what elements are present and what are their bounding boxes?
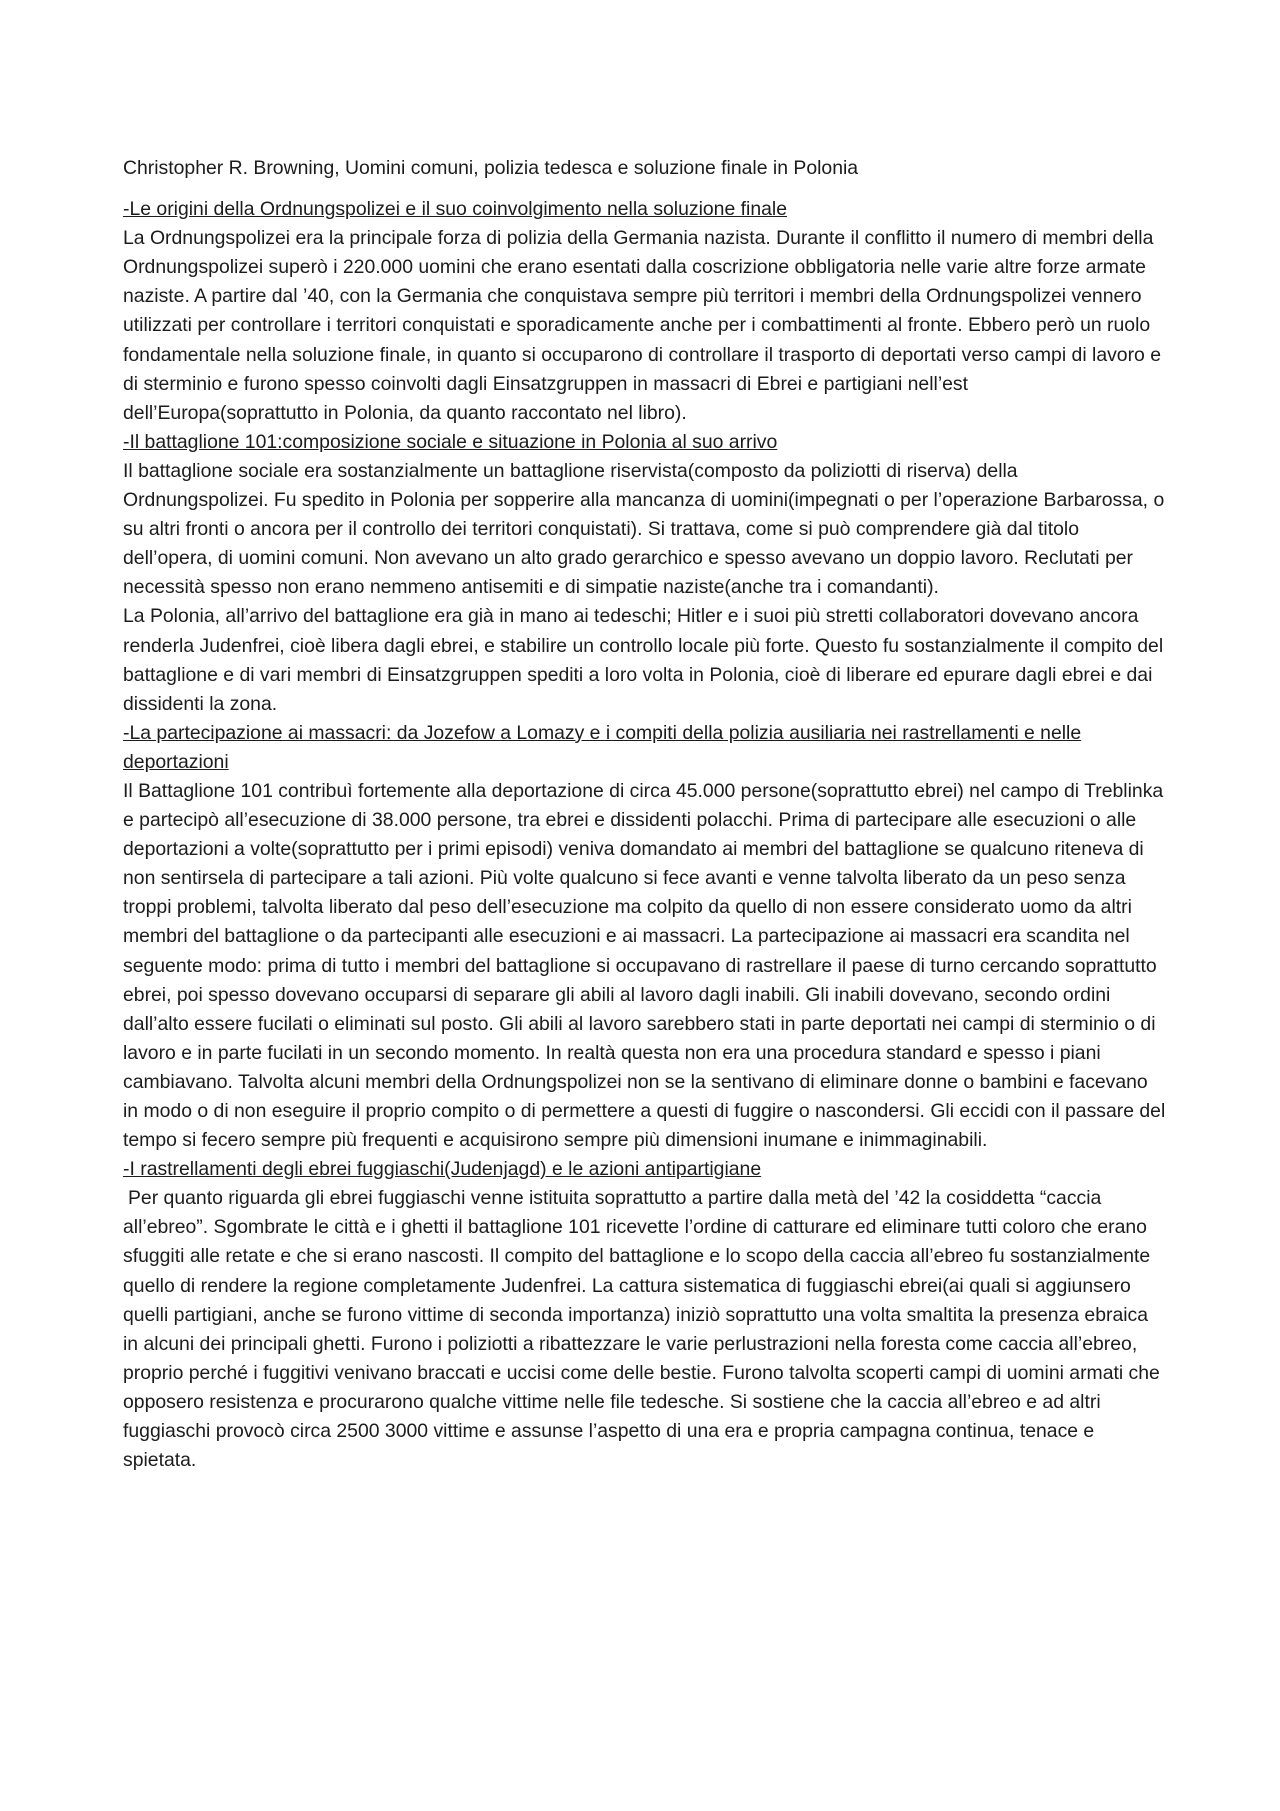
document-page bbox=[123, 154, 1168, 1475]
section-origins bbox=[123, 195, 1168, 428]
section-heading: -La partecipazione ai massacri: da Jozefow a Lomazy e i compiti della polizia ausiliaria nei rastrellamenti e nelle deportazioni bbox=[123, 721, 1082, 773]
paragraph: La Ordnungspolizei era la principale forza di polizia della Germania nazista. Durante il conflitto il numero di membri della Ordnungspolizei superò i 220.000 uomini che erano esentati dalla coscrizione obbligatoria nelle varie altre forze armate naziste. A partire dal ’40, con la Germania che conquistava sempre più territori i membri della Ordnungspolizei vennero utilizzati per controllare i territori conquistati e sporadicamente anche per i combattimenti al fronte. Ebbero però un ruolo fondamentale nella soluzione finale, in quanto si occuparono di controllare il trasporto di deportati verso campi di lavoro e di sterminio e furono spesso coinvolti dagli Einsatzgruppen in massacri di Ebrei e partigiani nell’est dell’Europa(soprattutto in Polonia, da quanto raccontato nel libro). bbox=[123, 227, 1162, 424]
paragraph: Per quanto riguarda gli ebrei fuggiaschi venne istituita soprattutto a partire dalla metà del ’42 la cosiddetta “caccia all’ebreo”. Sgombrate le città e i ghetti il battaglione 101 ricevette l’ordine di catturare ed eliminare tutti coloro che erano sfuggiti alle retate e che si erano nascosti. Il compito del battaglione e lo scopo della caccia all’ebreo fu sostanzialmente quello di rendere la regione completamente Judenfrei. La cattura sistematica di fuggiaschi ebrei(ai quali si aggiunsero quelli partigiani, anche se furono vittime di seconda importanza) iniziò soprattutto una volta smaltita la presenza ebraica in alcuni dei principali ghetti. Furono i poliziotti a ribattezzare le varie perlustrazioni nella foresta come caccia all’ebreo, proprio perché i fuggitivi venivano braccati e uccisi come delle bestie. Furono talvolta scoperti campi di uomini armati che opposero resistenza e procurarono qualche vittime nelle file tedesche. Si sostiene che la caccia all’ebreo e ad altri fuggiaschi provocò circa 2500 3000 vittime e assunse l’aspetto di una era e propria campagna continua, tenace e spietata. bbox=[123, 1187, 1160, 1472]
section-heading: -I rastrellamenti degli ebrei fuggiaschi(Judenjagd) e le azioni antipartigiane bbox=[123, 1158, 762, 1181]
paragraph: La Polonia, all’arrivo del battaglione era già in mano ai tedeschi; Hitler e i suoi più stretti collaboratori dovevano ancora renderla Judenfrei, cioè libera dagli ebrei, e stabilire un controllo locale più forte. Questo fu sostanzialmente il compito del battaglione e di vari membri di Einsatzgruppen spediti a loro volta in Polonia, cioè di liberare ed epurare dagli ebrei e dai dissidenti la zona. bbox=[123, 605, 1164, 715]
section-battalion-101 bbox=[123, 428, 1168, 719]
section-judenjagd bbox=[123, 1155, 1168, 1475]
section-heading: -Le origini della Ordnungspolizei e il suo coinvolgimento nella soluzione finale bbox=[123, 198, 787, 221]
paragraph: Il Battaglione 101 contribuì fortemente alla deportazione di circa 45.000 persone(soprattutto ebrei) nel campo di Treblinka e partecipò all’esecuzione di 38.000 persone, tra ebrei e dissidenti polacchi. Prima di partecipare alle esecuzioni o alle deportazioni a volte(soprattutto per i primi episodi) veniva domandato ai membri del battaglione se qualcuno riteneva di non sentirsela di partecipare a tali azioni. Più volte qualcuno si fece avanti e venne talvolta liberato da un peso senza troppi problemi, talvolta liberato dal peso dell’esecuzione ma colpito da quello di non essere considerato uomo da altri membri del battaglione o da partecipanti alle esecuzioni e ai massacri. La partecipazione ai massacri era scandita nel seguente modo: prima di tutto i membri del battaglione si occupavano di rastrellare il paese di turno cercando soprattutto ebrei, poi spesso dovevano occuparsi di separare gli abili al lavoro dagli inabili. Gli inabili dovevano, secondo ordini dall’alto essere fucilati o eliminati sul posto. Gli abili al lavoro sarebbero stati in parte deportati nei campi di sterminio o di lavoro e in parte fucilati in un secondo momento. In realtà questa non era una procedura standard e spesso i piani cambiavano. Talvolta alcuni membri della Ordnungspolizei non se la sentivano di eliminare donne o bambini e facevano in modo o di non eseguire il proprio compito o di permettere a questi di fuggire o nascondersi. Gli eccidi con il passare del tempo si fecero sempre più frequenti e acquisirono sempre più dimensioni inumane e inimmaginabili. bbox=[123, 779, 1166, 1152]
section-massacres bbox=[123, 719, 1168, 1155]
paragraph: Il battaglione sociale era sostanzialmente un battaglione riservista(composto da poliziotti di riserva) della Ordnungspolizei. Fu spedito in Polonia per sopperire alla mancanza di uomini(impegnati o per l’operazione Barbarossa, o su altri fronti o ancora per il controllo dei territori conquistati). Si trattava, come si può comprendere già dal titolo dell’opera, di uomini comuni. Non avevano un alto grado gerarchico e spesso avevano un doppio lavoro. Reclutati per necessità spesso non erano nemmeno antisemiti e di simpatie naziste(anche tra i comandanti). bbox=[123, 459, 1165, 599]
document-title: Christopher R. Browning, Uomini comuni, polizia tedesca e soluzione finale in Polonia bbox=[123, 157, 859, 179]
section-heading: -Il battaglione 101:composizione sociale e situazione in Polonia al suo arrivo bbox=[123, 430, 778, 453]
